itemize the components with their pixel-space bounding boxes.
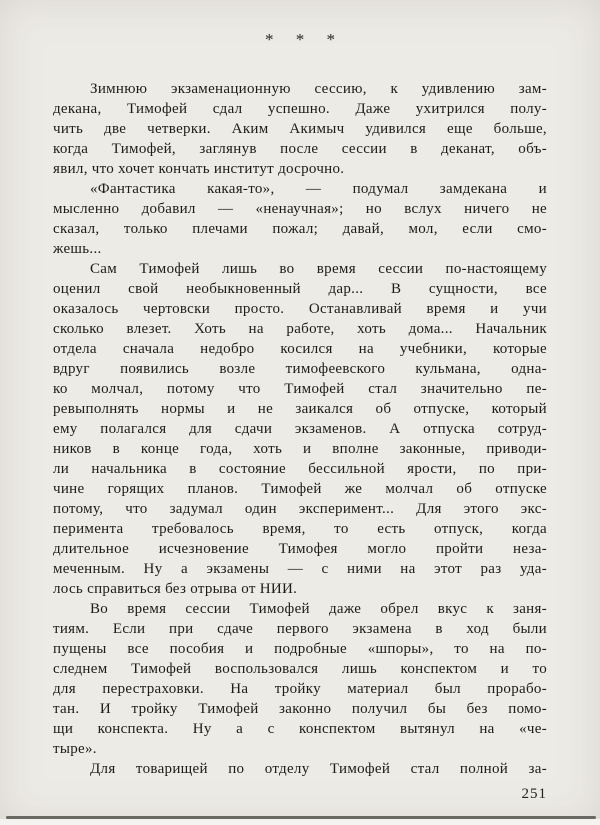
scan-bottom-strip — [0, 819, 600, 825]
text-line: ли начальника в состояние бессильной ярости, по при- — [53, 461, 547, 477]
text-line: оказалось чертовски просто. Останавливай время и учи — [53, 301, 547, 317]
text-line: следнем Тимофей воспользовался лишь конспектом и то — [53, 661, 547, 677]
text-line: «Фантастика какая-то», — подумал замдекана и — [90, 181, 547, 197]
text-line: Сам Тимофей лишь во время сессии по-настоящему — [90, 261, 547, 277]
text-line: длительное исчезновение Тимофея могло пройти неза- — [53, 541, 547, 557]
text-line: ко молчал, потому что Тимофей стал значительно пе- — [53, 381, 547, 397]
paragraph — [53, 599, 547, 759]
text-line: меченным. Ну а экзамены — с ними на этот раз уда- — [53, 561, 547, 577]
page-number: 251 — [521, 786, 547, 802]
section-separator: * * * — [265, 30, 344, 49]
text-line: для перестраховки. На тройку материал был прорабо- — [53, 681, 547, 697]
text-line: потому, что задумал один эксперимент... Для этого экс- — [53, 501, 547, 517]
text-line: чине горящих планов. Тимофей же молчал об отпуске — [53, 481, 547, 497]
text-line: пущены все пособия и подробные «шпоры», то на по- — [53, 641, 547, 657]
text-line: оценил свой необыкновенный дар... В сущности, все — [53, 281, 547, 297]
text-block — [53, 79, 547, 779]
text-line: когда Тимофей, заглянув после сессии в деканат, объ- — [53, 141, 547, 157]
text-line: тан. И тройку Тимофей законно получил бы без помо- — [53, 701, 547, 717]
text-line: вдруг появились возле тимофеевского кульмана, одна- — [53, 361, 547, 377]
paragraph — [53, 759, 547, 779]
text-line: Для товарищей по отделу Тимофей стал полной за- — [90, 761, 547, 777]
paragraph — [53, 179, 547, 259]
text-line: ников в конце года, хоть и вполне законные, приводи- — [53, 441, 547, 457]
text-line: декана, Тимофей сдал успешно. Даже ухитрился полу- — [53, 101, 547, 117]
text-line: Зимнюю экзаменационную сессию, к удивлению зам- — [90, 81, 547, 97]
text-line: тиям. Если при сдаче первого экзамена в ход были — [53, 621, 547, 637]
text-line: сказал, только плечами пожал; давай, мол, если смо- — [53, 221, 547, 237]
text-line: мысленно добавил — «ненаучная»; но вслух ничего не — [53, 201, 547, 217]
text-line: ревыполнять нормы и не заикался об отпуске, который — [53, 401, 547, 417]
text-line: лось справиться без отрыва от НИИ. — [53, 581, 298, 597]
text-line: явил, что хочет кончать институт досрочно. — [53, 161, 345, 177]
paragraph — [53, 79, 547, 179]
text-line: тыре». — [53, 741, 97, 757]
text-line: жешь... — [53, 241, 102, 257]
text-line: чить две четверки. Аким Акимыч удивился еще больше, — [53, 121, 547, 137]
text-line: сколько влезет. Хоть на работе, хоть дома... Начальник — [53, 321, 547, 337]
text-line: щи конспекта. Ну а с конспектом вытянул на «че- — [53, 721, 547, 737]
text-line: Во время сессии Тимофей даже обрел вкус к заня- — [90, 601, 547, 617]
text-line: перимента требовалось время, то есть отпуск, когда — [53, 521, 547, 537]
paragraph — [53, 259, 547, 599]
text-line: ему полагался для сдачи экзаменов. А отпуска сотруд- — [53, 421, 547, 437]
text-line: отдела сначала недобро косился на учебники, которые — [53, 341, 547, 357]
